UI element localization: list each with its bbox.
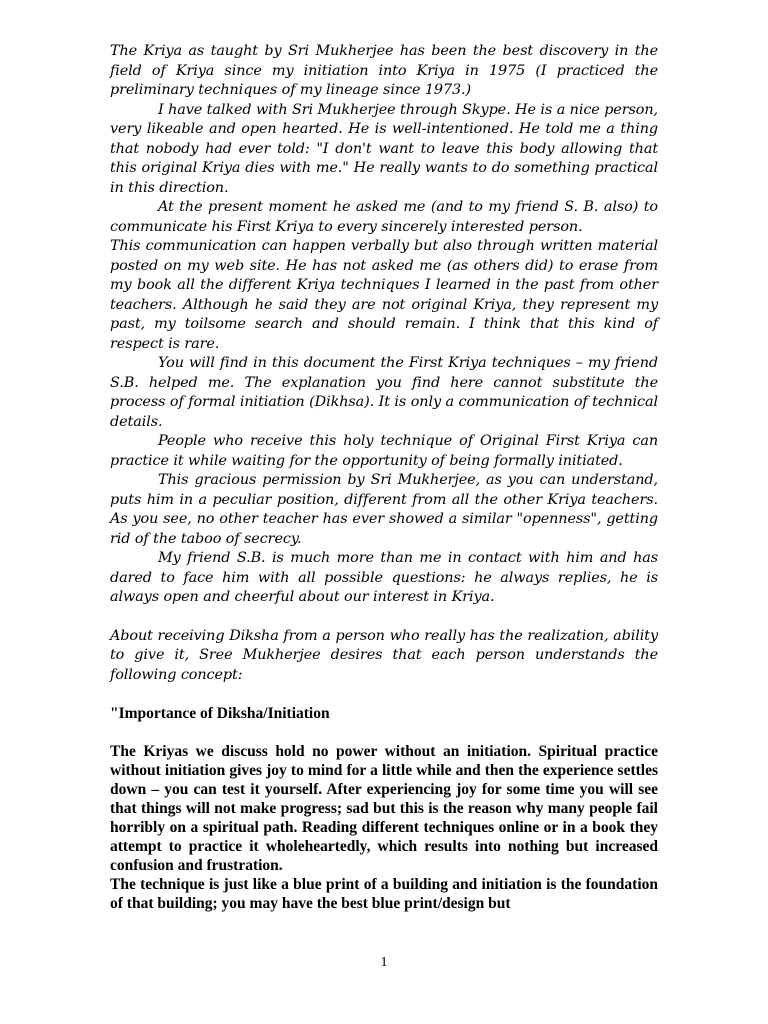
paragraph-diksha: About receiving Diksha from a person who really has the realization, ability to give it, Sree Mukherjee desires that each person understands the following concept: <box>110 627 658 683</box>
document-page <box>110 42 658 913</box>
bold-paragraph-kriyas: The Kriyas we discuss hold no power without an initiation. Spiritual practice without initiation gives joy to mind for a little while and then the experience settles down – you can test it yourself. After experiencing joy for some time you will see that things will not make progress; sad but this is the reason why many people fail horribly on a spiritual path. Reading different techniques online or in a book they attempt to practice it wholeheartedly, which results into nothing but increased confusion and frustration. <box>110 743 658 874</box>
paragraph-friend: My friend S.B. is much more than me in contact with him and has dared to face him with all possible questions: he always replies, he is always open and cheerful about our interest in Kriya. <box>110 550 658 605</box>
section-title: "Importance of Diksha/Initiation <box>110 705 330 722</box>
paragraph-communication: This communication can happen verbally but also through written material posted on my web site. He has not asked me (as others did) to erase from my book all the different Kriya techniques I learned in the past from other teachers. Although he said they are not original Kriya, they represent my past, my toilsome search and should remain. I think that this kind of respect is rare. <box>110 238 658 352</box>
spacer <box>110 608 658 627</box>
spacer <box>110 723 658 742</box>
paragraph-holy-technique: People who receive this holy technique of Original First Kriya can practice it while waiting for the opportunity of being formally initiated. <box>110 433 658 469</box>
paragraph-permission: This gracious permission by Sri Mukherjee, as you can understand, puts him in a peculiar position, different from all the other Kriya teachers. As you see, no other teacher has ever showed a similar "openness", getting rid of the taboo of secrecy. <box>110 472 658 547</box>
paragraph-first-kriya: You will find in this document the First Kriya techniques – my friend S.B. helped me. The explanation you find here cannot substitute the process of formal initiation (Dikhsa). It is only a communication of technical details. <box>110 355 658 430</box>
paragraph-intro: The Kriya as taught by Sri Mukherjee has been the best discovery in the field of Kriya since my initiation into Kriya in 1975 (I practiced the preliminary techniques of my lineage since 1973.) <box>110 43 658 98</box>
paragraph-skype: I have talked with Sri Mukherjee through Skype. He is a nice person, very likeable and open hearted. He is well-intentioned. He told me a thing that nobody had ever told: "I don't want to leave this body allowing that this original Kriya dies with me." He really wants to do something practical in this direction. <box>110 101 658 196</box>
page-number: 1 <box>380 955 388 970</box>
paragraph-present-moment: At the present moment he asked me (and to my friend S. B. also) to communicate his First Kriya to every sincerely interested person. <box>110 199 658 235</box>
bold-paragraph-blueprint: The technique is just like a blue print of a building and initiation is the foundation of that building; you may have the best blue print/design but <box>110 876 658 912</box>
spacer <box>110 685 658 704</box>
